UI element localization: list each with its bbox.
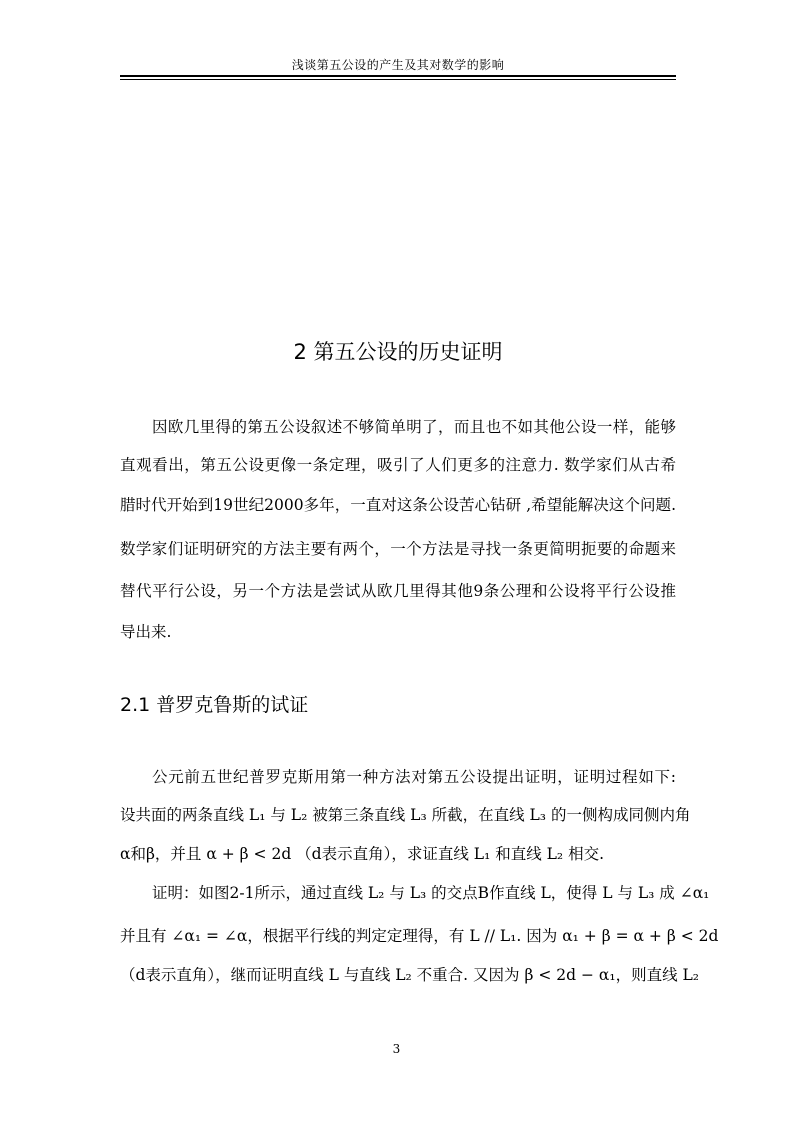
paragraph-line: α和β，并且 α + β < 2d （d表示直角），求证直线 L₁ 和直线 L₂ 相交. [120,845,604,863]
paragraph-line: 因欧几里得的第五公设叙述不够简单明了，而且也不如其他公设一样，能够 [152,418,676,436]
section-heading: 2.1 普罗克鲁斯的试证 [120,694,309,716]
paragraph-line: （d表示直角），继而证明直线 L 与直线 L₂ 不重合. 又因为 β < 2d − α₁，则直线 L₂ [120,966,700,984]
paragraph-line: 腊时代开始到19世纪2000多年，一直对这条公设苦心钻研 ,希望能解决这个问题. [120,496,676,514]
paragraph-line: 替代平行公设，另一个方法是尝试从欧几里得其他9条公理和公设将平行公设推 [120,582,676,600]
header-rule-thick [120,75,676,77]
paragraph-line: 直观看出，第五公设更像一条定理，吸引了人们更多的注意力. 数学家们从古希 [120,456,676,474]
page-number: 3 [392,1042,401,1056]
paragraph-line: 公元前五世纪普罗克斯用第一种方法对第五公设提出证明，证明过程如下: [152,768,676,786]
paragraph-line: 数学家们证明研究的方法主要有两个，一个方法是寻找一条更简明扼要的命题来 [120,540,676,558]
paragraph-line: 并且有 ∠α₁ = ∠α，根据平行线的判定定理得，有 L // L₁. 因为 α₁ + β = α + β < 2d [120,927,719,945]
paragraph-line: 导出来. [120,623,172,641]
header-rule-thin [120,79,676,80]
running-header: 浅谈第五公设的产生及其对数学的影响 [291,58,505,72]
chapter-title: 2 第五公设的历史证明 [293,340,503,364]
paragraph-line: 设共面的两条直线 L₁ 与 L₂ 被第三条直线 L₃ 所截，在直线 L₃ 的一侧构成同侧内角 [120,806,691,824]
paragraph-line: 证明：如图2-1所示，通过直线 L₂ 与 L₃ 的交点B作直线 L，使得 L 与 L₃ 成 ∠α₁ [152,884,710,902]
